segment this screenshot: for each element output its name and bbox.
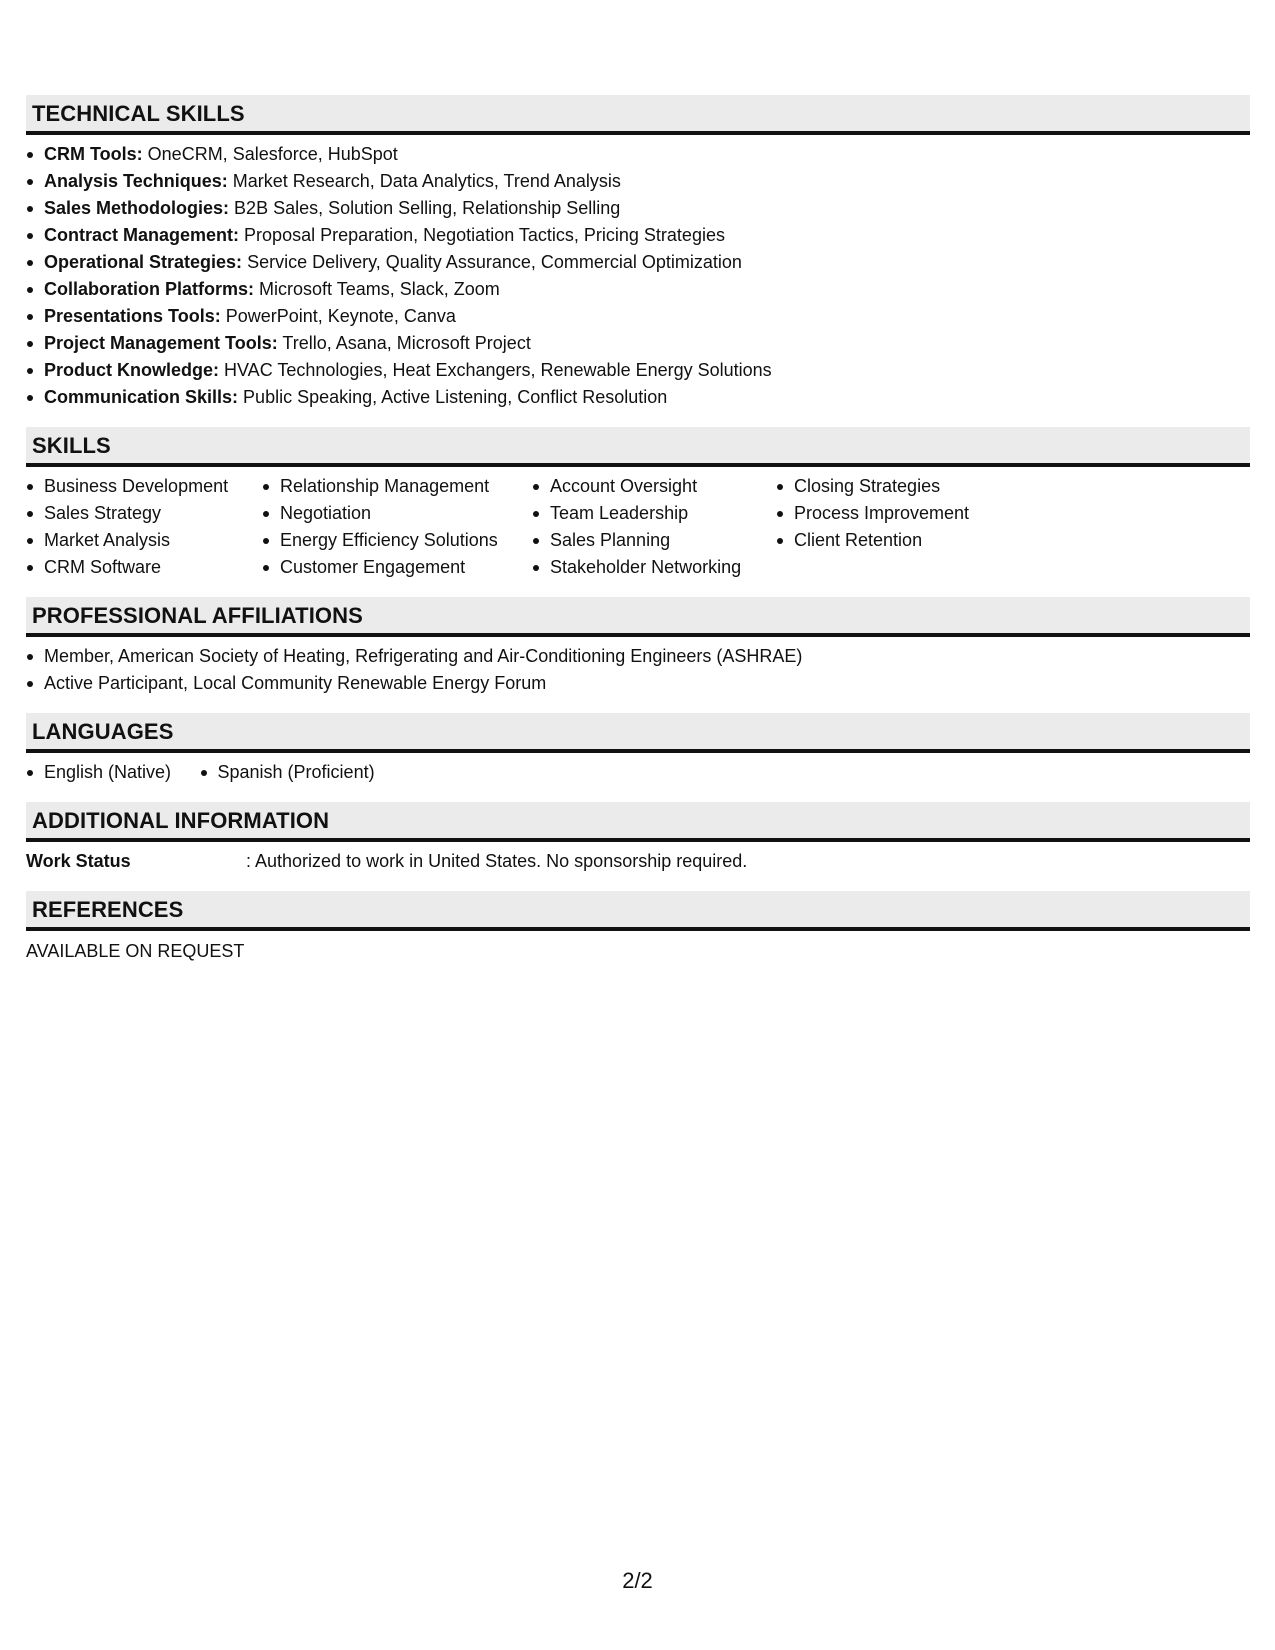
work-status-value: : Authorized to work in United States. No sponsorship required. bbox=[246, 851, 748, 871]
list-item: Process Improvement bbox=[776, 500, 1036, 527]
section-heading-references: REFERENCES bbox=[26, 891, 1250, 931]
skills-grid bbox=[26, 473, 1250, 581]
skill-category-label: Product Knowledge: bbox=[44, 360, 219, 380]
section-heading-affiliations: PROFESSIONAL AFFILIATIONS bbox=[26, 597, 1250, 637]
skill-category-value: Public Speaking, Active Listening, Conflict Resolution bbox=[243, 387, 668, 407]
skill-category-value: Market Research, Data Analytics, Trend Analysis bbox=[232, 171, 621, 191]
list-item: Team Leadership bbox=[532, 500, 776, 527]
skill-category-label: Sales Methodologies: bbox=[44, 198, 230, 218]
list-item: Market Analysis bbox=[26, 527, 262, 554]
list-item: Closing Strategies bbox=[776, 473, 1036, 500]
affiliations-section bbox=[26, 597, 1250, 697]
skills-column-1 bbox=[26, 473, 262, 581]
skill-category-value: Microsoft Teams, Slack, Zoom bbox=[259, 279, 500, 299]
list-item bbox=[26, 141, 1250, 168]
page-number: 2/2 bbox=[622, 1568, 653, 1593]
list-item bbox=[26, 276, 1250, 303]
references-text: AVAILABLE ON REQUEST bbox=[26, 941, 245, 961]
list-item: Client Retention bbox=[776, 527, 1036, 554]
list-item: Relationship Management bbox=[262, 473, 532, 500]
skill-category-value: Proposal Preparation, Negotiation Tactics, Pricing Strategies bbox=[244, 225, 725, 245]
skills-column-2 bbox=[262, 473, 532, 581]
skill-category-value: HVAC Technologies, Heat Exchangers, Renewable Energy Solutions bbox=[224, 360, 772, 380]
list-item bbox=[26, 330, 1250, 357]
list-item: Business Development bbox=[26, 473, 262, 500]
affiliations-list bbox=[26, 643, 1250, 697]
section-heading-technical-skills: TECHNICAL SKILLS bbox=[26, 95, 1250, 135]
skill-category-label: CRM Tools: bbox=[44, 144, 143, 164]
skill-category-label: Operational Strategies: bbox=[44, 252, 243, 272]
skills-column-4 bbox=[776, 473, 1036, 581]
skill-category-label: Contract Management: bbox=[44, 225, 240, 245]
section-heading-skills: SKILLS bbox=[26, 427, 1250, 467]
section-heading-additional-info: ADDITIONAL INFORMATION bbox=[26, 802, 1250, 842]
skill-category-label: Communication Skills: bbox=[44, 387, 239, 407]
list-item: Customer Engagement bbox=[262, 554, 532, 581]
skills-column-3 bbox=[532, 473, 776, 581]
languages-list bbox=[26, 759, 399, 786]
list-item: Energy Efficiency Solutions bbox=[262, 527, 532, 554]
list-item: Spanish (Proficient) bbox=[200, 759, 375, 786]
list-item bbox=[26, 303, 1250, 330]
skill-category-value: Trello, Asana, Microsoft Project bbox=[282, 333, 531, 353]
list-item: Active Participant, Local Community Renewable Energy Forum bbox=[26, 670, 1250, 697]
list-item bbox=[26, 168, 1250, 195]
skill-category-value: Service Delivery, Quality Assurance, Commercial Optimization bbox=[247, 252, 742, 272]
list-item: CRM Software bbox=[26, 554, 262, 581]
skill-category-value: PowerPoint, Keynote, Canva bbox=[225, 306, 456, 326]
list-item: Stakeholder Networking bbox=[532, 554, 776, 581]
skill-category-value: OneCRM, Salesforce, HubSpot bbox=[147, 144, 398, 164]
work-status-label: Work Status bbox=[26, 851, 131, 871]
technical-skills-list bbox=[26, 141, 1250, 411]
list-item: Account Oversight bbox=[532, 473, 776, 500]
work-status-row bbox=[26, 848, 1250, 875]
skills-section bbox=[26, 427, 1250, 581]
skill-category-value: B2B Sales, Solution Selling, Relationship Selling bbox=[234, 198, 621, 218]
list-item bbox=[26, 384, 1250, 411]
section-heading-languages: LANGUAGES bbox=[26, 713, 1250, 753]
skill-category-label: Presentations Tools: bbox=[44, 306, 221, 326]
list-item bbox=[26, 222, 1250, 249]
list-item: Negotiation bbox=[262, 500, 532, 527]
list-item bbox=[26, 249, 1250, 276]
list-item bbox=[26, 195, 1250, 222]
technical-skills-section bbox=[26, 95, 1250, 411]
languages-row bbox=[26, 759, 1250, 786]
languages-section bbox=[26, 713, 1250, 786]
skill-category-label: Project Management Tools: bbox=[44, 333, 278, 353]
resume-page bbox=[26, 95, 1250, 981]
list-item: Sales Strategy bbox=[26, 500, 262, 527]
list-item: Member, American Society of Heating, Refrigerating and Air-Conditioning Engineers (ASHRAE) bbox=[26, 643, 1250, 670]
list-item bbox=[26, 357, 1250, 384]
list-item: Sales Planning bbox=[532, 527, 776, 554]
skill-category-label: Collaboration Platforms: bbox=[44, 279, 255, 299]
references-section bbox=[26, 891, 1250, 965]
skill-category-label: Analysis Techniques: bbox=[44, 171, 228, 191]
list-item: English (Native) bbox=[26, 759, 171, 786]
additional-info-section bbox=[26, 802, 1250, 875]
